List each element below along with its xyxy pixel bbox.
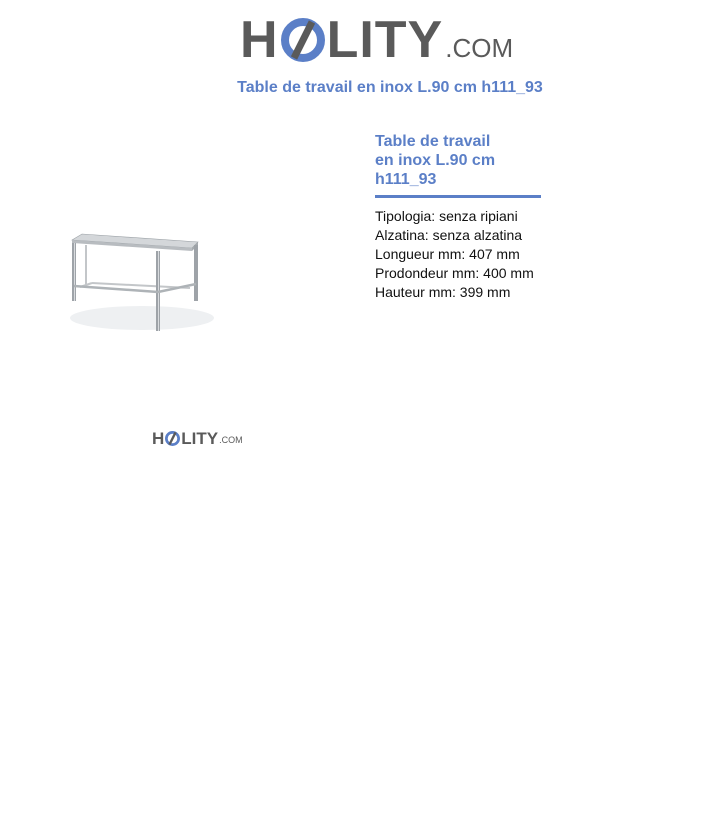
logo-small-letters-lity: LITY: [181, 429, 219, 448]
product-title: Table de travail en inox L.90 cm h111_93: [375, 133, 496, 188]
logo-small-o-icon: [165, 431, 180, 446]
logo-com: .COM: [445, 33, 514, 63]
logo-letter-h: H: [240, 11, 279, 69]
spec-item: Prodondeur mm: 400 mm: [375, 265, 534, 281]
spec-item: Hauteur mm: 399 mm: [375, 284, 511, 300]
title-divider: [375, 195, 541, 198]
product-detail-panel: [375, 132, 543, 302]
spec-item: Longueur mm: 407 mm: [375, 246, 520, 262]
product-image: [60, 222, 220, 342]
logo-small-letter-h: H: [152, 429, 165, 448]
spec-item: Alzatina: senza alzatina: [375, 227, 523, 243]
logo-o-icon: [281, 18, 325, 62]
holity-logo-small: [152, 427, 243, 447]
spec-list: [375, 207, 543, 302]
page-title: Table de travail en inox L.90 cm h111_93: [237, 79, 543, 96]
holity-logo[interactable]: [240, 10, 514, 69]
logo-small-com: .COM: [219, 435, 243, 445]
spec-item: Tipologia: senza ripiani: [375, 208, 518, 224]
logo-letters-lity: LITY: [326, 11, 444, 69]
